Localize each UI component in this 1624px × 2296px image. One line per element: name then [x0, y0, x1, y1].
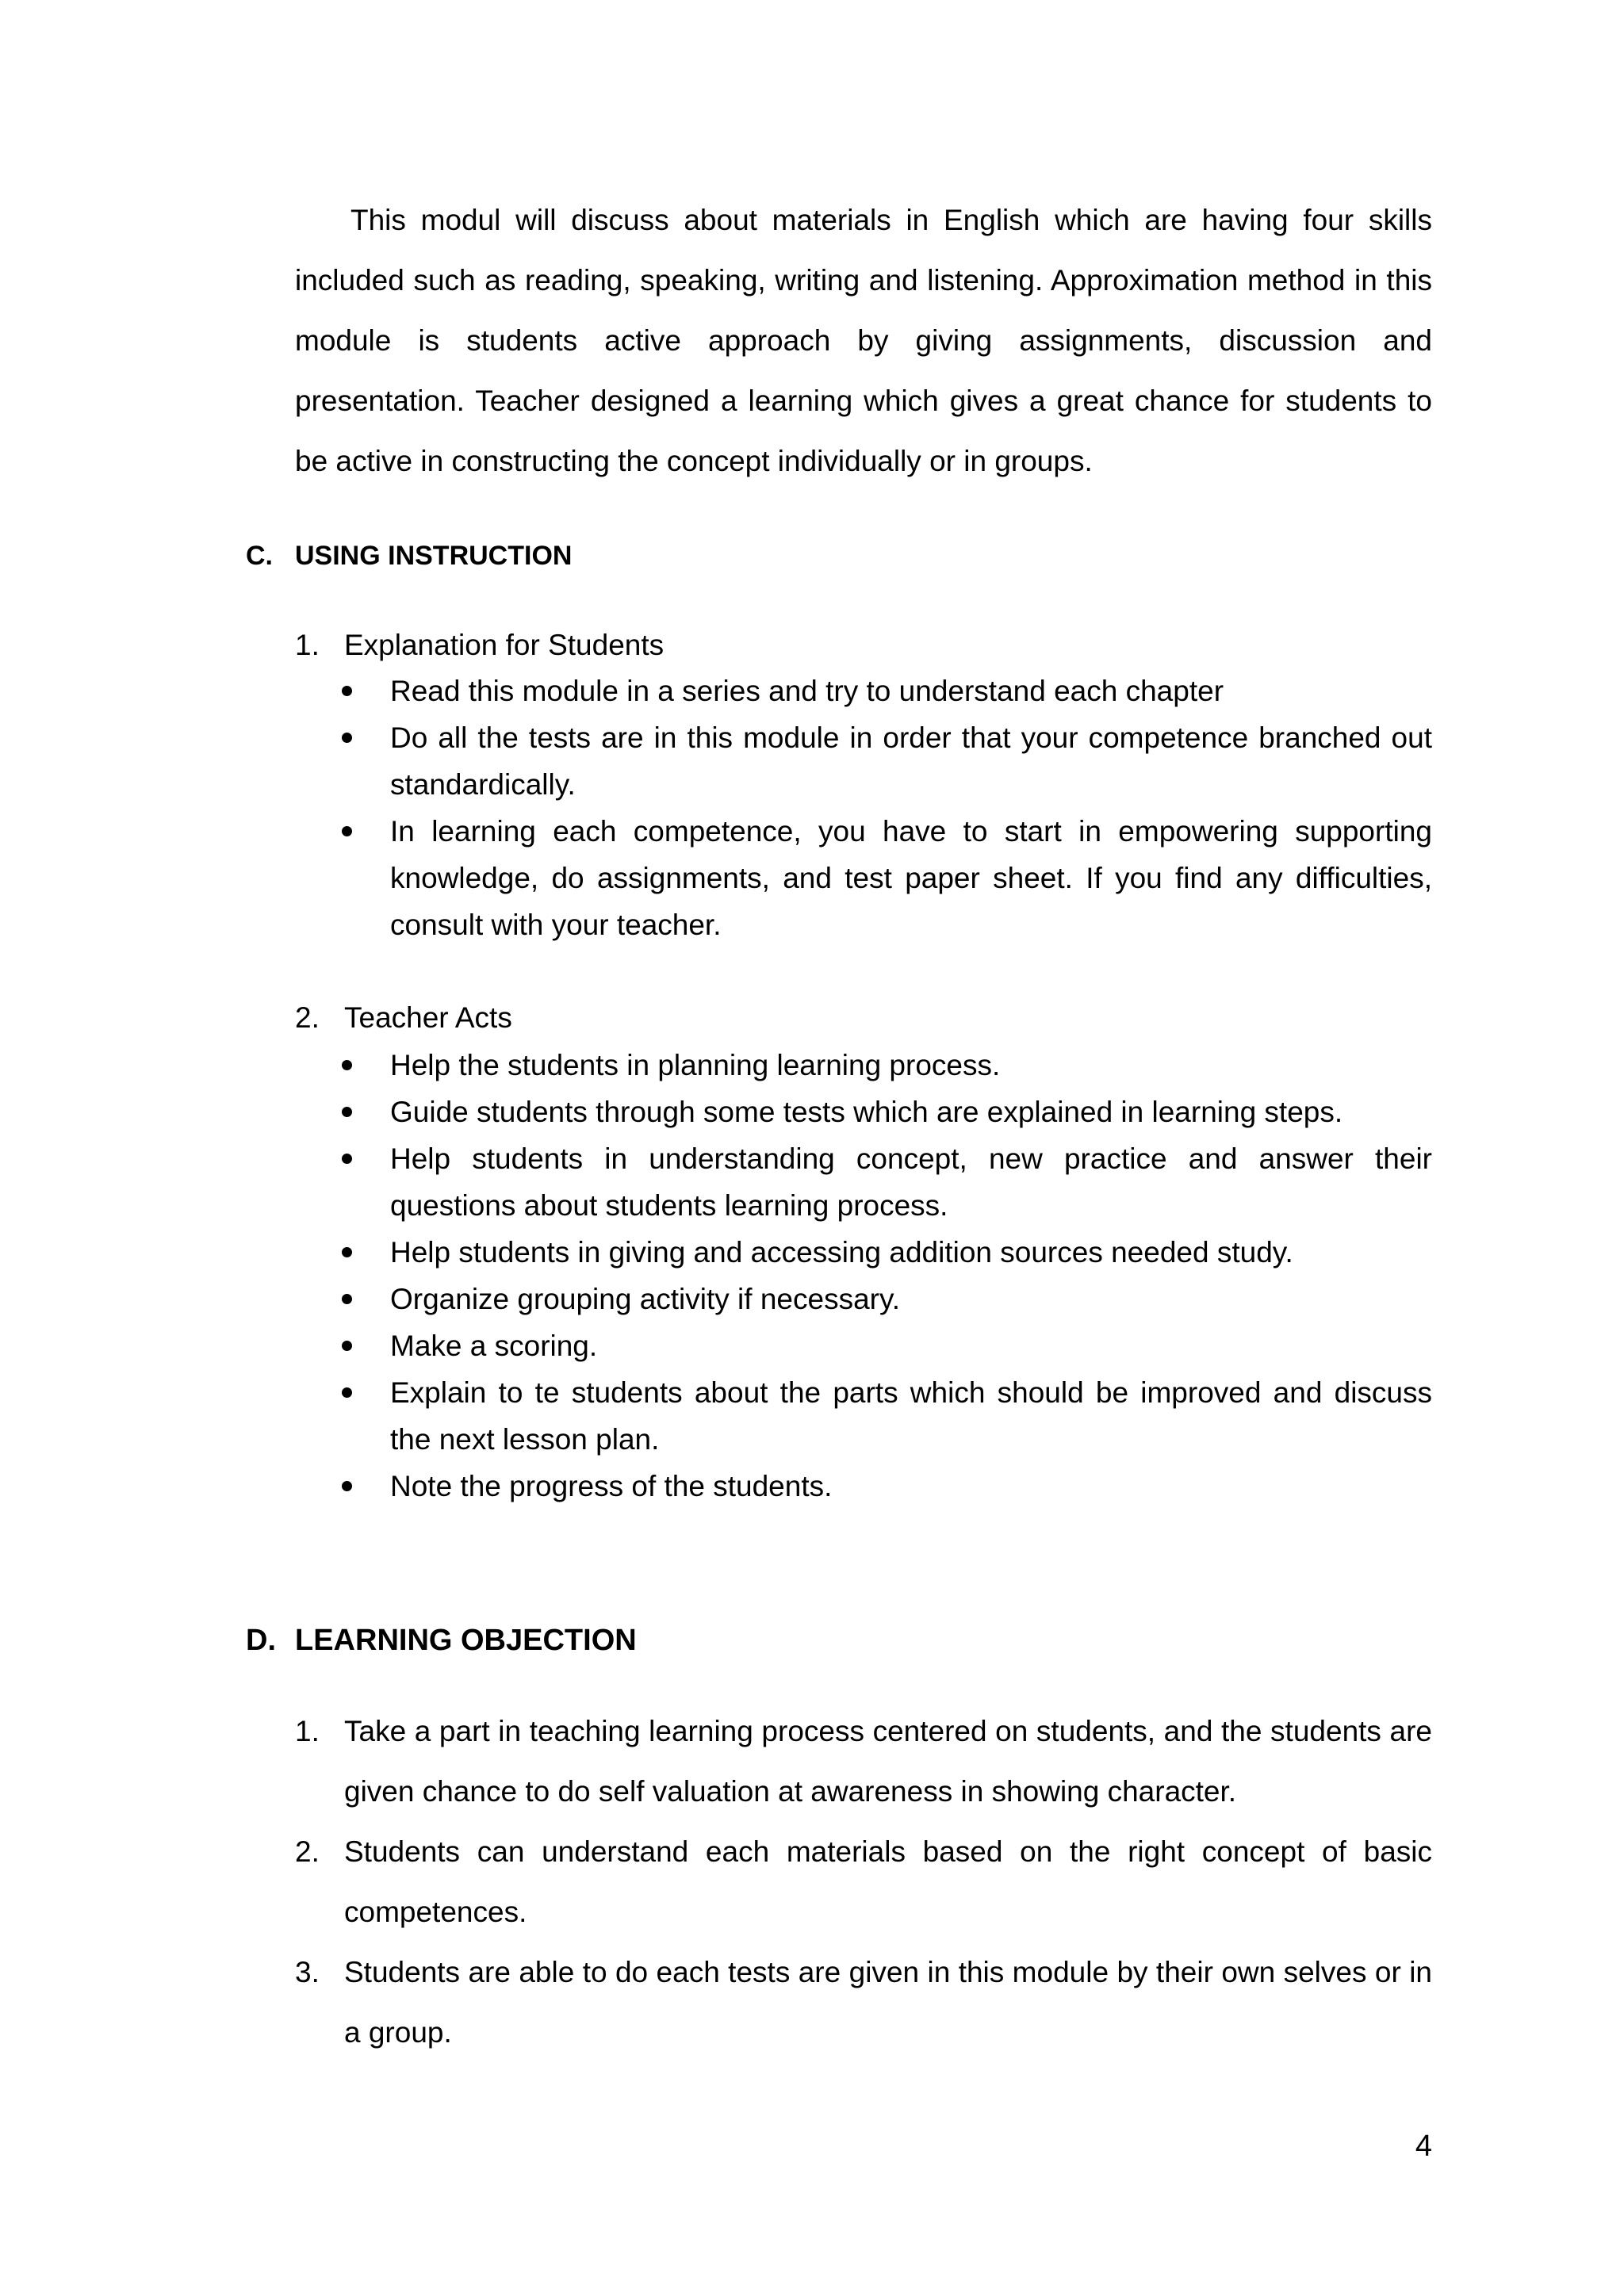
list-item: 1. Take a part in teaching learning process centered on students, and the students are given chance to do self valuation at awareness in showing character.: [295, 1715, 1432, 1808]
list-item: Help the students in planning learning process.: [339, 1042, 1432, 1089]
list-item: 3. Students are able to do each tests are given in this module by their own selves or in a group.: [295, 1956, 1432, 2049]
subsection-teacher-acts-title: 2. Teacher Acts: [295, 1001, 512, 1034]
subsection-explanation-title: 1. Explanation for Students: [295, 629, 665, 661]
section-c-heading: C. USING INSTRUCTION: [246, 541, 573, 571]
section-d-heading: D. LEARNING OBJECTION: [246, 1624, 637, 1657]
intro-paragraph: [295, 190, 1432, 492]
list-item: Read this module in a series and try to understand each chapter: [339, 668, 1432, 714]
objection-list: [295, 1701, 1432, 2063]
list-item: In learning each competence, you have to start in empowering supporting knowledge, do assignments, and test paper sheet. If you find any difficulties, consult with your teacher.: [339, 808, 1432, 948]
list-item: Guide students through some tests which are explained in learning steps.: [339, 1089, 1432, 1135]
list-item: Help students in giving and accessing addition sources needed study.: [339, 1229, 1432, 1276]
list-item: 2. Students can understand each materials based on the right concept of basic competences.: [295, 1835, 1432, 1928]
teacher-acts-list: [339, 1042, 1432, 1510]
list-item: Note the progress of the students.: [339, 1463, 1432, 1510]
list-item: Explain to te students about the parts which should be improved and discuss the next lesson plan.: [339, 1369, 1432, 1463]
explanation-list: [339, 668, 1432, 948]
list-item: Organize grouping activity if necessary.: [339, 1276, 1432, 1322]
list-item: Make a scoring.: [339, 1322, 1432, 1369]
page-number: 4: [1415, 2130, 1432, 2163]
list-item: Help students in understanding concept, new practice and answer their questions about students learning process.: [339, 1135, 1432, 1229]
intro-text: This modul will discuss about materials in English which are having four skills included such as reading, speaking, writing and listening. Approximation method in this module is students active approach by giving assignments, discussion and presentation. Teacher designed a learning which gives a great chance for students to be active in constructing the concept individually or in groups.: [295, 204, 1432, 477]
list-item: Do all the tests are in this module in order that your competence branched out standardically.: [339, 714, 1432, 808]
